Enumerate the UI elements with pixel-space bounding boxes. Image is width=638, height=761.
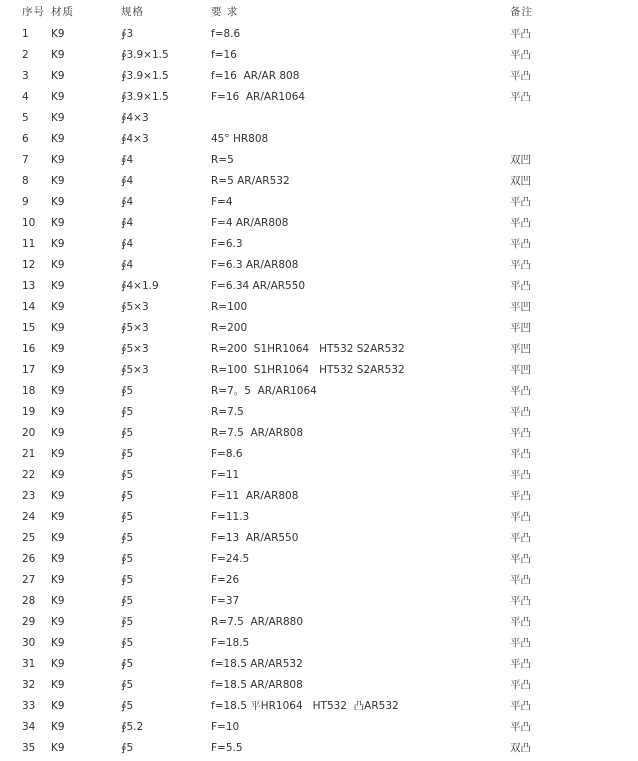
cell-no: 34 bbox=[22, 721, 36, 733]
cell-note: 平凸 bbox=[510, 49, 531, 61]
cell-note: 双凹 bbox=[510, 175, 531, 187]
cell-material: K9 bbox=[51, 511, 65, 523]
cell-note: 平凹 bbox=[510, 301, 531, 313]
cell-spec: ∮4×1.9 bbox=[121, 280, 159, 292]
cell-requirement: F=11 AR/AR808 bbox=[211, 490, 299, 502]
cell-material: K9 bbox=[51, 133, 65, 145]
cell-requirement: F=24.5 bbox=[211, 553, 250, 565]
cell-material: K9 bbox=[51, 217, 65, 229]
table-row bbox=[0, 738, 638, 759]
cell-spec: ∮4×3 bbox=[121, 112, 149, 124]
cell-no: 21 bbox=[22, 448, 36, 460]
cell-spec: ∮5 bbox=[121, 595, 134, 607]
cell-requirement: f=8.6 bbox=[211, 28, 241, 40]
table-row bbox=[0, 381, 638, 402]
cell-spec: ∮3.9×1.5 bbox=[121, 91, 169, 103]
cell-no: 20 bbox=[22, 427, 36, 439]
cell-note: 双凹 bbox=[510, 154, 531, 166]
cell-requirement: R=7.5 AR/AR808 bbox=[211, 427, 304, 439]
table-row bbox=[0, 108, 638, 129]
cell-no: 22 bbox=[22, 469, 36, 481]
cell-no: 3 bbox=[22, 70, 29, 82]
cell-note: 平凸 bbox=[510, 427, 531, 439]
cell-no: 25 bbox=[22, 532, 36, 544]
cell-material: K9 bbox=[51, 469, 65, 481]
table-row bbox=[0, 528, 638, 549]
cell-no: 9 bbox=[22, 196, 29, 208]
table-row bbox=[0, 717, 638, 738]
cell-spec: ∮5 bbox=[121, 427, 134, 439]
cell-spec: ∮5×3 bbox=[121, 343, 149, 355]
cell-note: 平凹 bbox=[510, 322, 531, 334]
cell-no: 31 bbox=[22, 658, 36, 670]
cell-note: 平凸 bbox=[510, 91, 531, 103]
cell-requirement: f=18.5 AR/AR808 bbox=[211, 679, 303, 691]
table-row bbox=[0, 486, 638, 507]
cell-note: 平凸 bbox=[510, 259, 531, 271]
cell-note: 平凸 bbox=[510, 700, 531, 712]
header-spec: 规格 bbox=[121, 6, 144, 18]
cell-no: 14 bbox=[22, 301, 36, 313]
cell-requirement: F=6.3 AR/AR808 bbox=[211, 259, 299, 271]
cell-requirement: R=7。5 AR/AR1064 bbox=[211, 385, 317, 397]
cell-material: K9 bbox=[51, 574, 65, 586]
cell-spec: ∮5.2 bbox=[121, 721, 144, 733]
cell-material: K9 bbox=[51, 637, 65, 649]
table-row bbox=[0, 465, 638, 486]
cell-requirement: F=26 bbox=[211, 574, 240, 586]
table-row bbox=[0, 633, 638, 654]
cell-no: 15 bbox=[22, 322, 36, 334]
cell-note: 平凸 bbox=[510, 553, 531, 565]
cell-spec: ∮5×3 bbox=[121, 364, 149, 376]
cell-spec: ∮4 bbox=[121, 196, 134, 208]
cell-requirement: R=7.5 AR/AR880 bbox=[211, 616, 304, 628]
cell-no: 7 bbox=[22, 154, 29, 166]
cell-no: 1 bbox=[22, 28, 29, 40]
cell-material: K9 bbox=[51, 280, 65, 292]
cell-requirement: R=100 bbox=[211, 301, 248, 313]
cell-spec: ∮5 bbox=[121, 448, 134, 460]
cell-spec: ∮5 bbox=[121, 742, 134, 754]
cell-note: 平凸 bbox=[510, 616, 531, 628]
cell-material: K9 bbox=[51, 364, 65, 376]
cell-no: 11 bbox=[22, 238, 36, 250]
cell-note: 平凸 bbox=[510, 70, 531, 82]
cell-material: K9 bbox=[51, 553, 65, 565]
cell-requirement: F=10 bbox=[211, 721, 240, 733]
table-row bbox=[0, 213, 638, 234]
cell-spec: ∮5 bbox=[121, 511, 134, 523]
cell-material: K9 bbox=[51, 616, 65, 628]
cell-material: K9 bbox=[51, 658, 65, 670]
cell-no: 32 bbox=[22, 679, 36, 691]
cell-material: K9 bbox=[51, 406, 65, 418]
cell-no: 4 bbox=[22, 91, 29, 103]
table-row bbox=[0, 318, 638, 339]
cell-requirement: R=200 bbox=[211, 322, 248, 334]
cell-spec: ∮4 bbox=[121, 217, 134, 229]
cell-note: 平凹 bbox=[510, 364, 531, 376]
cell-requirement: F=8.6 bbox=[211, 448, 243, 460]
cell-spec: ∮3.9×1.5 bbox=[121, 49, 169, 61]
cell-material: K9 bbox=[51, 322, 65, 334]
cell-material: K9 bbox=[51, 28, 65, 40]
table-row bbox=[0, 234, 638, 255]
table-row bbox=[0, 654, 638, 675]
cell-material: K9 bbox=[51, 154, 65, 166]
table-row bbox=[0, 45, 638, 66]
cell-requirement: F=5.5 bbox=[211, 742, 243, 754]
cell-no: 13 bbox=[22, 280, 36, 292]
cell-material: K9 bbox=[51, 70, 65, 82]
cell-material: K9 bbox=[51, 112, 65, 124]
cell-note: 平凸 bbox=[510, 217, 531, 229]
cell-no: 35 bbox=[22, 742, 36, 754]
cell-note: 平凸 bbox=[510, 448, 531, 460]
cell-spec: ∮5 bbox=[121, 469, 134, 481]
table-row bbox=[0, 423, 638, 444]
cell-requirement: F=4 AR/AR808 bbox=[211, 217, 289, 229]
cell-spec: ∮5 bbox=[121, 658, 134, 670]
table-row bbox=[0, 150, 638, 171]
cell-requirement: f=16 bbox=[211, 49, 237, 61]
cell-note: 平凸 bbox=[510, 238, 531, 250]
cell-material: K9 bbox=[51, 91, 65, 103]
cell-requirement: F=6.3 bbox=[211, 238, 243, 250]
cell-requirement: F=13 AR/AR550 bbox=[211, 532, 299, 544]
table-row bbox=[0, 24, 638, 45]
cell-spec: ∮5 bbox=[121, 616, 134, 628]
cell-material: K9 bbox=[51, 448, 65, 460]
table-row bbox=[0, 297, 638, 318]
table-row bbox=[0, 612, 638, 633]
cell-material: K9 bbox=[51, 700, 65, 712]
cell-material: K9 bbox=[51, 49, 65, 61]
cell-requirement: F=6.34 AR/AR550 bbox=[211, 280, 306, 292]
cell-requirement: F=18.5 bbox=[211, 637, 250, 649]
cell-spec: ∮4×3 bbox=[121, 133, 149, 145]
table-row bbox=[0, 171, 638, 192]
cell-note: 平凸 bbox=[510, 595, 531, 607]
table-row bbox=[0, 66, 638, 87]
table-body bbox=[0, 24, 638, 759]
cell-note: 平凸 bbox=[510, 490, 531, 502]
cell-no: 5 bbox=[22, 112, 29, 124]
cell-spec: ∮5 bbox=[121, 406, 134, 418]
cell-requirement: R=100 S1HR1064 HT532 S2AR532 bbox=[211, 364, 405, 376]
cell-spec: ∮5 bbox=[121, 574, 134, 586]
cell-spec: ∮5 bbox=[121, 637, 134, 649]
cell-material: K9 bbox=[51, 343, 65, 355]
cell-material: K9 bbox=[51, 385, 65, 397]
cell-no: 12 bbox=[22, 259, 36, 271]
cell-no: 29 bbox=[22, 616, 36, 628]
cell-material: K9 bbox=[51, 238, 65, 250]
cell-requirement: F=11 bbox=[211, 469, 240, 481]
cell-no: 23 bbox=[22, 490, 36, 502]
cell-no: 16 bbox=[22, 343, 36, 355]
cell-spec: ∮5 bbox=[121, 490, 134, 502]
cell-requirement: 45° HR808 bbox=[211, 133, 269, 145]
cell-no: 19 bbox=[22, 406, 36, 418]
table-row bbox=[0, 255, 638, 276]
cell-no: 33 bbox=[22, 700, 36, 712]
cell-no: 17 bbox=[22, 364, 36, 376]
cell-requirement: R=5 bbox=[211, 154, 234, 166]
table-row bbox=[0, 675, 638, 696]
cell-material: K9 bbox=[51, 301, 65, 313]
table-row bbox=[0, 360, 638, 381]
cell-material: K9 bbox=[51, 742, 65, 754]
cell-no: 6 bbox=[22, 133, 29, 145]
cell-note: 平凸 bbox=[510, 679, 531, 691]
cell-spec: ∮5 bbox=[121, 700, 134, 712]
cell-spec: ∮4 bbox=[121, 259, 134, 271]
cell-material: K9 bbox=[51, 721, 65, 733]
cell-no: 28 bbox=[22, 595, 36, 607]
cell-note: 平凹 bbox=[510, 343, 531, 355]
table-row bbox=[0, 129, 638, 150]
table-row bbox=[0, 507, 638, 528]
cell-spec: ∮4 bbox=[121, 154, 134, 166]
table-row bbox=[0, 276, 638, 297]
cell-spec: ∮4 bbox=[121, 175, 134, 187]
cell-note: 平凸 bbox=[510, 637, 531, 649]
table-row bbox=[0, 339, 638, 360]
table-row bbox=[0, 570, 638, 591]
cell-material: K9 bbox=[51, 175, 65, 187]
cell-spec: ∮4 bbox=[121, 238, 134, 250]
table-row bbox=[0, 444, 638, 465]
cell-material: K9 bbox=[51, 532, 65, 544]
cell-material: K9 bbox=[51, 196, 65, 208]
table-row bbox=[0, 549, 638, 570]
cell-spec: ∮5 bbox=[121, 532, 134, 544]
cell-requirement: R=5 AR/AR532 bbox=[211, 175, 290, 187]
table-row bbox=[0, 192, 638, 213]
header-requirement: 要 求 bbox=[211, 6, 239, 18]
cell-requirement: F=37 bbox=[211, 595, 240, 607]
cell-no: 10 bbox=[22, 217, 36, 229]
cell-requirement: R=200 S1HR1064 HT532 S2AR532 bbox=[211, 343, 405, 355]
cell-requirement: f=16 AR/AR 808 bbox=[211, 70, 300, 82]
cell-note: 平凸 bbox=[510, 385, 531, 397]
cell-spec: ∮5 bbox=[121, 679, 134, 691]
cell-requirement: f=18.5 AR/AR532 bbox=[211, 658, 303, 670]
cell-no: 18 bbox=[22, 385, 36, 397]
cell-no: 30 bbox=[22, 637, 36, 649]
table-header bbox=[0, 0, 638, 24]
cell-note: 平凸 bbox=[510, 721, 531, 733]
cell-note: 平凸 bbox=[510, 511, 531, 523]
cell-requirement: F=11.3 bbox=[211, 511, 250, 523]
cell-note: 平凸 bbox=[510, 406, 531, 418]
table-row bbox=[0, 402, 638, 423]
cell-note: 双凸 bbox=[510, 742, 531, 754]
cell-note: 平凸 bbox=[510, 469, 531, 481]
cell-material: K9 bbox=[51, 427, 65, 439]
cell-no: 26 bbox=[22, 553, 36, 565]
cell-material: K9 bbox=[51, 259, 65, 271]
cell-spec: ∮5×3 bbox=[121, 322, 149, 334]
table-row bbox=[0, 696, 638, 717]
cell-spec: ∮5 bbox=[121, 553, 134, 565]
cell-no: 8 bbox=[22, 175, 29, 187]
cell-no: 2 bbox=[22, 49, 29, 61]
cell-material: K9 bbox=[51, 490, 65, 502]
cell-spec: ∮5×3 bbox=[121, 301, 149, 313]
cell-spec: ∮5 bbox=[121, 385, 134, 397]
cell-note: 平凸 bbox=[510, 196, 531, 208]
cell-no: 24 bbox=[22, 511, 36, 523]
cell-note: 平凸 bbox=[510, 532, 531, 544]
header-note: 备注 bbox=[510, 6, 533, 18]
cell-requirement: F=4 bbox=[211, 196, 233, 208]
cell-spec: ∮3.9×1.5 bbox=[121, 70, 169, 82]
header-material: 材质 bbox=[51, 6, 74, 18]
table-row bbox=[0, 87, 638, 108]
cell-note: 平凸 bbox=[510, 280, 531, 292]
header-no: 序号 bbox=[22, 6, 45, 18]
table-row bbox=[0, 591, 638, 612]
cell-no: 27 bbox=[22, 574, 36, 586]
cell-note: 平凸 bbox=[510, 28, 531, 40]
cell-requirement: R=7.5 bbox=[211, 406, 244, 418]
cell-material: K9 bbox=[51, 679, 65, 691]
cell-requirement: f=18.5 平HR1064 HT532 凸AR532 bbox=[211, 700, 399, 712]
cell-spec: ∮3 bbox=[121, 28, 134, 40]
cell-material: K9 bbox=[51, 595, 65, 607]
cell-requirement: F=16 AR/AR1064 bbox=[211, 91, 306, 103]
cell-note: 平凸 bbox=[510, 658, 531, 670]
cell-note: 平凸 bbox=[510, 574, 531, 586]
